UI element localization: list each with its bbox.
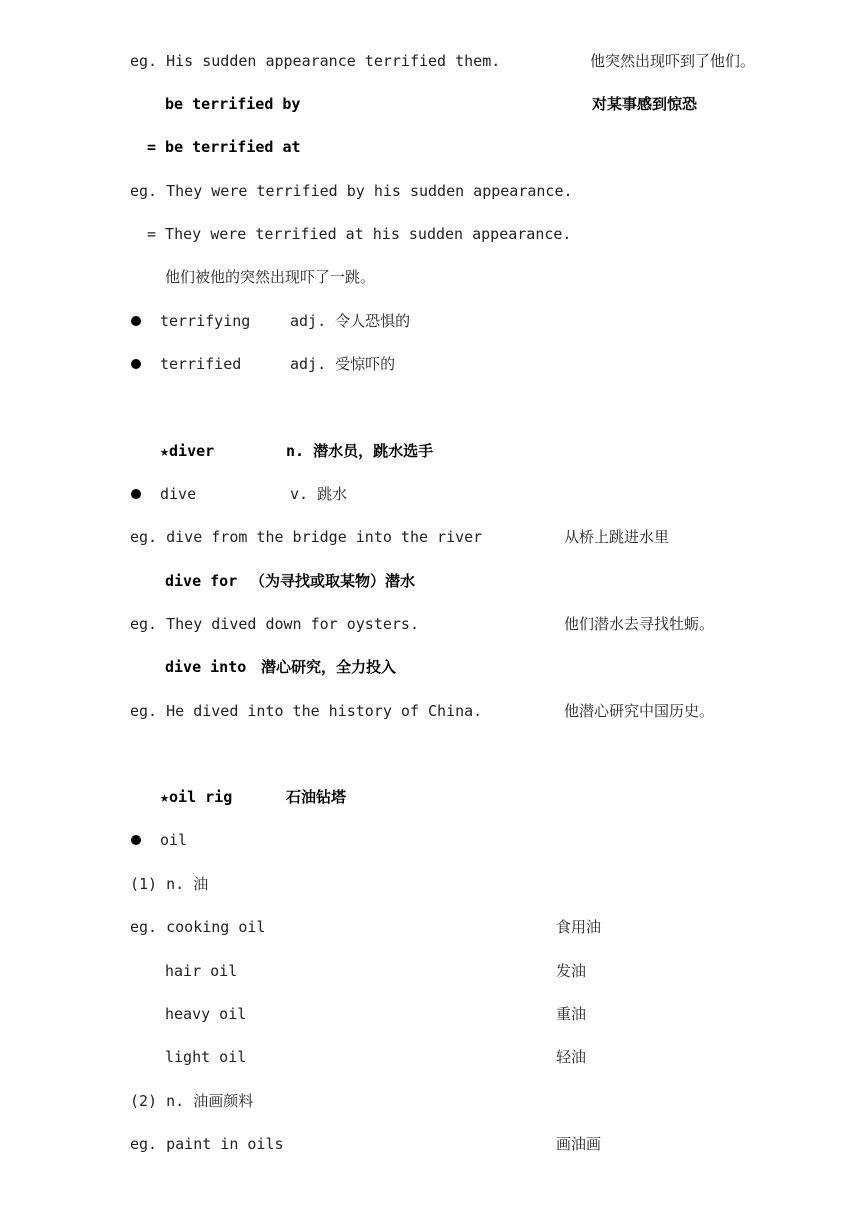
- example-phrase: light oil: [165, 1048, 247, 1066]
- entry-heading: ★diver: [160, 442, 215, 460]
- list-item-word: dive: [160, 485, 197, 503]
- example-sentence: eg. They were terrified by his sudden appearance.: [130, 182, 573, 200]
- list-item-word: oil: [160, 831, 188, 849]
- list-item-word: terrifying: [160, 312, 251, 330]
- example-sentence: eg. They dived down for oysters.: [130, 615, 419, 633]
- example-translation: 轻油: [556, 1048, 587, 1066]
- phrase: dive into: [165, 658, 247, 676]
- example-sentence: eg. His sudden appearance terrified them.: [130, 52, 501, 70]
- example-translation: 从桥上跳进水里: [564, 528, 670, 546]
- sense-label: (2) n. 油画颜料: [130, 1092, 254, 1110]
- example-translation: 他们被他的突然出现吓了一跳。: [165, 268, 376, 286]
- bullet-icon: [131, 316, 141, 326]
- example-translation: 画油画: [556, 1135, 602, 1153]
- example-translation: 他突然出现吓到了他们。: [590, 52, 756, 70]
- example-translation: 食用油: [556, 918, 602, 936]
- bullet-icon: [131, 359, 141, 369]
- bullet-icon: [131, 835, 141, 845]
- example-translation: 他们潜水去寻找牡蛎。: [564, 615, 715, 633]
- example-translation: 重油: [556, 1005, 587, 1023]
- entry-definition: n. 潜水员，跳水选手: [286, 442, 434, 460]
- bullet-icon: [131, 489, 141, 499]
- example-sentence: eg. He dived into the history of China.: [130, 702, 483, 720]
- phrase-translation: （为寻找或取某物）潜水: [250, 572, 416, 590]
- list-item-pos: adj. 令人恐惧的: [290, 312, 411, 330]
- phrase-translation: 对某事感到惊恐: [592, 95, 698, 113]
- entry-definition: 石油钻塔: [286, 788, 347, 806]
- sense-label: (1) n. 油: [130, 875, 209, 893]
- example-phrase: hair oil: [165, 962, 238, 980]
- example-phrase: eg. paint in oils: [130, 1135, 284, 1153]
- example-sentence: eg. dive from the bridge into the river: [130, 528, 483, 546]
- phrase: = be terrified at: [147, 138, 301, 156]
- example-phrase: heavy oil: [165, 1005, 247, 1023]
- entry-heading: ★oil rig: [160, 788, 233, 806]
- example-translation: 发油: [556, 962, 587, 980]
- phrase: dive for: [165, 572, 238, 590]
- list-item-word: terrified: [160, 355, 242, 373]
- list-item-pos: v. 跳水: [290, 485, 348, 503]
- phrase-translation: 潜心研究，全力投入: [261, 658, 397, 676]
- list-item-pos: adj. 受惊吓的: [290, 355, 396, 373]
- phrase: be terrified by: [165, 95, 301, 113]
- example-sentence: = They were terrified at his sudden appearance.: [147, 225, 572, 243]
- example-translation: 他潜心研究中国历史。: [564, 702, 715, 720]
- example-phrase: eg. cooking oil: [130, 918, 266, 936]
